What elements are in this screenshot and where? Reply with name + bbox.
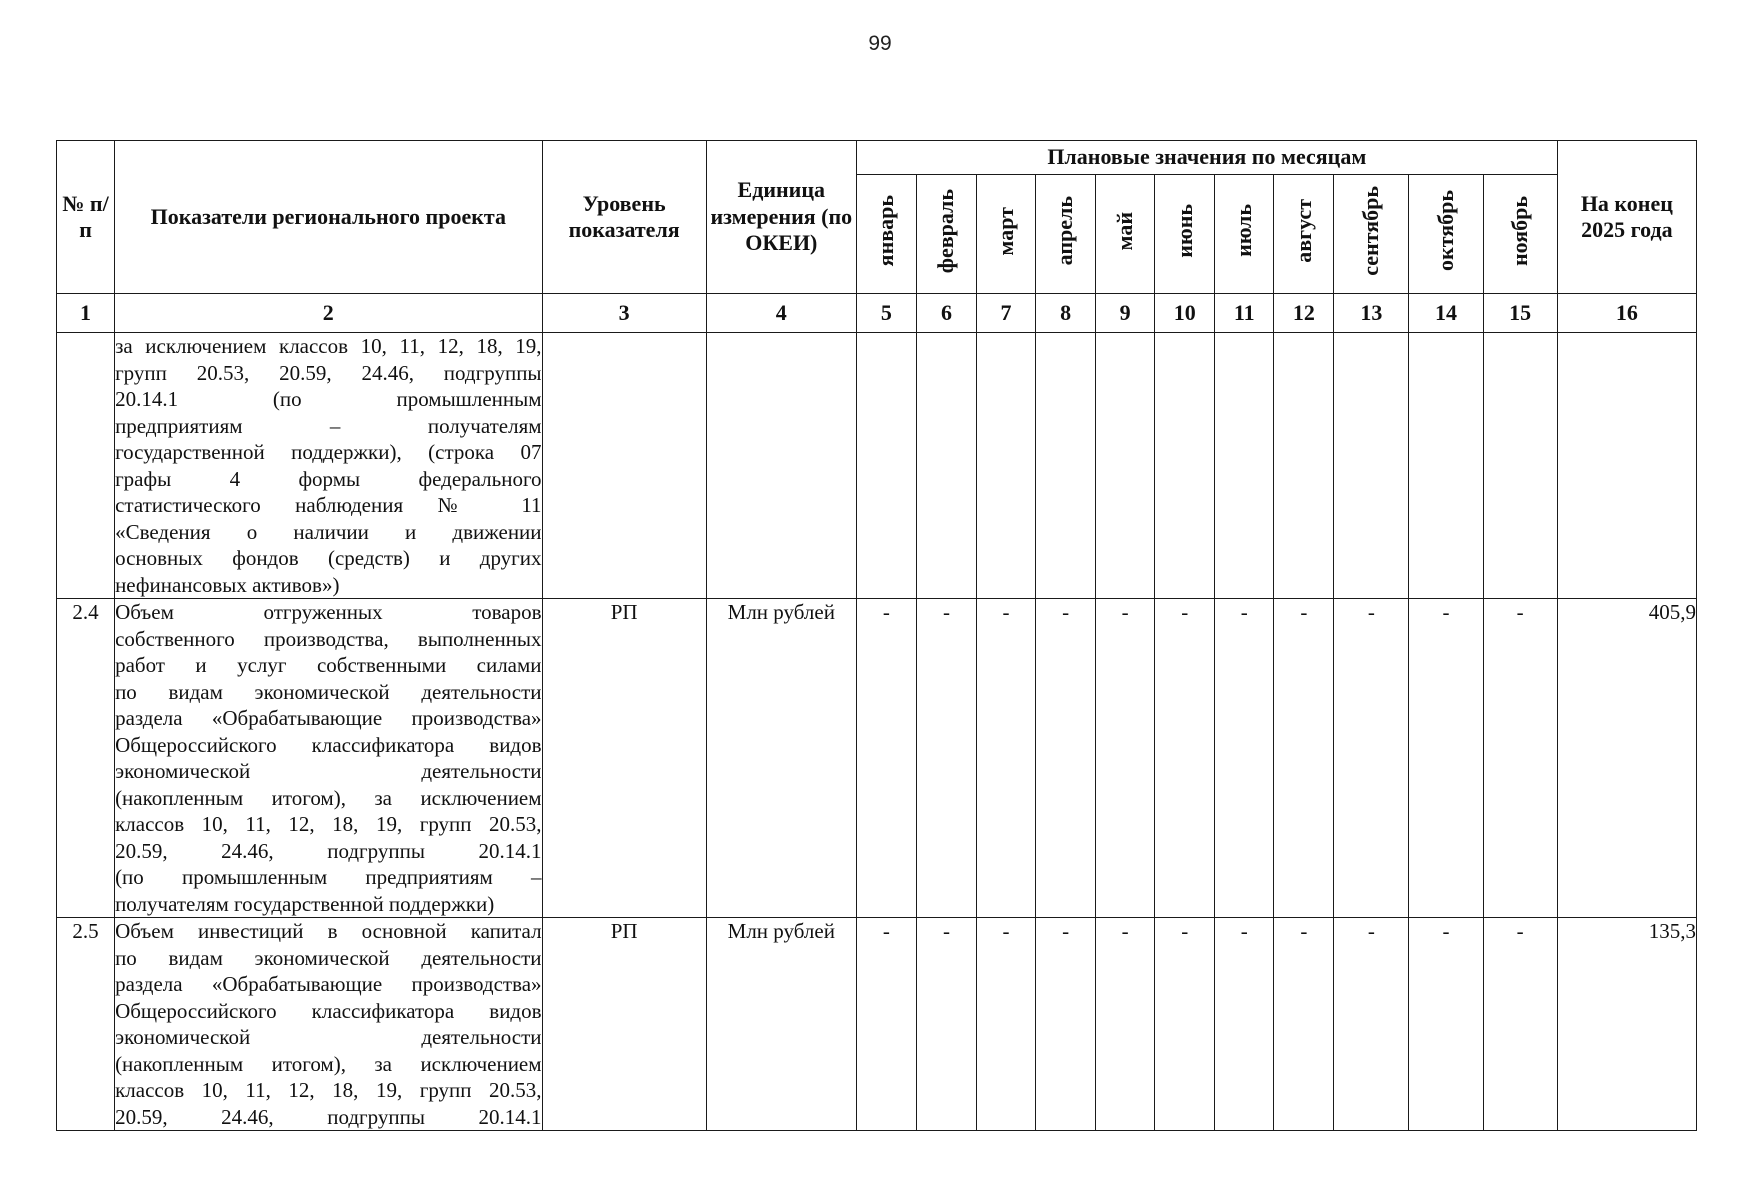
column-number: 10	[1155, 294, 1215, 333]
description-line: по видам экономической деятельности	[115, 945, 542, 970]
header-month-jun: июнь	[1155, 175, 1215, 294]
monthly-value: -	[1215, 599, 1274, 918]
description-line: Объем инвестиций в основной капитал	[115, 919, 542, 943]
header-month-oct: октябрь	[1409, 175, 1483, 294]
header-month-feb: февраль	[916, 175, 976, 294]
monthly-value	[1274, 333, 1334, 599]
column-number: 11	[1215, 294, 1274, 333]
unit-of-measure: Млн рублей	[706, 918, 856, 1131]
monthly-value: -	[1274, 918, 1334, 1131]
monthly-value	[1215, 333, 1274, 599]
monthly-value	[916, 333, 976, 599]
header-month-mar: март	[977, 175, 1036, 294]
column-number: 13	[1334, 294, 1409, 333]
monthly-value: -	[1483, 599, 1557, 918]
column-number: 7	[977, 294, 1036, 333]
header-month-jan: январь	[856, 175, 916, 294]
monthly-value: -	[1096, 599, 1155, 918]
monthly-value: -	[1036, 599, 1096, 918]
table-row	[57, 333, 1697, 599]
description-line: раздела «Обрабатывающие производства»	[115, 706, 542, 730]
monthly-value: -	[1036, 918, 1096, 1131]
table-row	[57, 918, 1697, 1131]
row-index: 2.4	[57, 599, 115, 918]
description-line: нефинансовых активов»)	[115, 572, 340, 597]
monthly-value: -	[1334, 918, 1409, 1131]
description-line: (накопленным итогом), за исключением	[115, 1051, 542, 1076]
table-body	[57, 333, 1697, 1131]
description-line: Общероссийского классификатора видов	[115, 998, 542, 1023]
description-line: «Сведения о наличии и движении	[115, 519, 542, 544]
description-line: предприятиям – получателям	[115, 413, 542, 438]
monthly-value: -	[1334, 599, 1409, 918]
indicator-description	[115, 599, 542, 918]
monthly-value: -	[1409, 918, 1483, 1131]
monthly-value: -	[1483, 918, 1557, 1131]
monthly-value: -	[977, 599, 1036, 918]
monthly-value: -	[977, 918, 1036, 1131]
description-line: экономической деятельности	[115, 759, 542, 783]
header-unit: Единица измерения (по ОКЕИ)	[706, 141, 856, 294]
indicator-level: РП	[542, 599, 706, 918]
monthly-value: -	[1409, 599, 1483, 918]
header-level: Уровень показателя	[542, 141, 706, 294]
header-month-sep: сентябрь	[1334, 175, 1409, 294]
description-line: основных фондов (средств) и других	[115, 546, 542, 570]
description-line: статистического наблюдения № 11	[115, 493, 542, 517]
column-number: 1	[57, 294, 115, 333]
column-number: 16	[1557, 294, 1696, 333]
column-number: 5	[856, 294, 916, 333]
monthly-value: -	[856, 599, 916, 918]
description-line: по видам экономической деятельности	[115, 679, 542, 704]
monthly-value	[1096, 333, 1155, 599]
row-index: 2.5	[57, 918, 115, 1131]
header-monthly-group: Плановые значения по месяцам	[856, 141, 1557, 175]
monthly-value	[1155, 333, 1215, 599]
monthly-value: -	[1155, 599, 1215, 918]
unit-of-measure	[706, 333, 856, 599]
description-line: 20.59, 24.46, подгруппы 20.14.1	[115, 1104, 542, 1129]
header-indicator: Показатели регионального проекта	[115, 141, 542, 294]
monthly-value: -	[1155, 918, 1215, 1131]
description-line: графы 4 формы федерального	[115, 466, 542, 491]
description-line: групп 20.53, 20.59, 24.46, подгруппы	[115, 360, 542, 385]
monthly-value: -	[1096, 918, 1155, 1131]
header-month-may: май	[1096, 175, 1155, 294]
unit-of-measure: Млн рублей	[706, 599, 856, 918]
indicator-level: РП	[542, 918, 706, 1131]
column-number: 15	[1483, 294, 1557, 333]
monthly-value: -	[916, 599, 976, 918]
column-number-row	[57, 294, 1697, 333]
description-line: (по промышленным предприятиям –	[115, 865, 542, 889]
monthly-value: -	[1215, 918, 1274, 1131]
column-number: 8	[1036, 294, 1096, 333]
monthly-value: -	[916, 918, 976, 1131]
column-number: 3	[542, 294, 706, 333]
monthly-value: -	[856, 918, 916, 1131]
header-month-nov: ноябрь	[1483, 175, 1557, 294]
end-of-year-value: 405,9	[1557, 599, 1696, 918]
column-number: 14	[1409, 294, 1483, 333]
column-number: 2	[115, 294, 542, 333]
description-line: экономической деятельности	[115, 1025, 542, 1049]
description-line: Объем отгруженных товаров	[115, 600, 542, 624]
header-month-jul: июль	[1215, 175, 1274, 294]
description-line: Общероссийского классификатора видов	[115, 732, 542, 757]
indicator-description	[115, 918, 542, 1131]
description-line: (накопленным итогом), за исключением	[115, 785, 542, 810]
row-index	[57, 333, 115, 599]
column-number: 6	[916, 294, 976, 333]
indicators-table	[56, 140, 1697, 1131]
monthly-value	[1409, 333, 1483, 599]
header-no: № п/п	[57, 141, 115, 294]
header-month-aug: август	[1274, 175, 1334, 294]
monthly-value	[977, 333, 1036, 599]
description-line: раздела «Обрабатывающие производства»	[115, 972, 542, 996]
column-number: 12	[1274, 294, 1334, 333]
description-line: за исключением классов 10, 11, 12, 18, 19,	[115, 334, 542, 358]
monthly-value	[1036, 333, 1096, 599]
end-of-year-value	[1557, 333, 1696, 599]
description-line: 20.59, 24.46, подгруппы 20.14.1	[115, 838, 542, 863]
column-number: 9	[1096, 294, 1155, 333]
page-number: 99	[868, 32, 892, 55]
indicator-level	[542, 333, 706, 599]
monthly-value	[1483, 333, 1557, 599]
monthly-value: -	[1274, 599, 1334, 918]
description-line: собственного производства, выполненных	[115, 626, 542, 651]
indicator-description	[115, 333, 542, 599]
header-month-apr: апрель	[1036, 175, 1096, 294]
description-line: классов 10, 11, 12, 18, 19, групп 20.53,	[115, 812, 542, 836]
monthly-value	[856, 333, 916, 599]
description-line: работ и услуг собственными силами	[115, 653, 542, 677]
description-line: 20.14.1 (по промышленным	[115, 387, 542, 411]
column-number: 4	[706, 294, 856, 333]
description-line: классов 10, 11, 12, 18, 19, групп 20.53,	[115, 1078, 542, 1102]
description-line: государственной поддержки), (строка 07	[115, 440, 542, 464]
description-line: получателям государственной поддержки)	[115, 891, 495, 916]
table-row	[57, 599, 1697, 918]
end-of-year-value: 135,3	[1557, 918, 1696, 1131]
monthly-value	[1334, 333, 1409, 599]
header-end-of-year: На конец 2025 года	[1557, 141, 1696, 294]
